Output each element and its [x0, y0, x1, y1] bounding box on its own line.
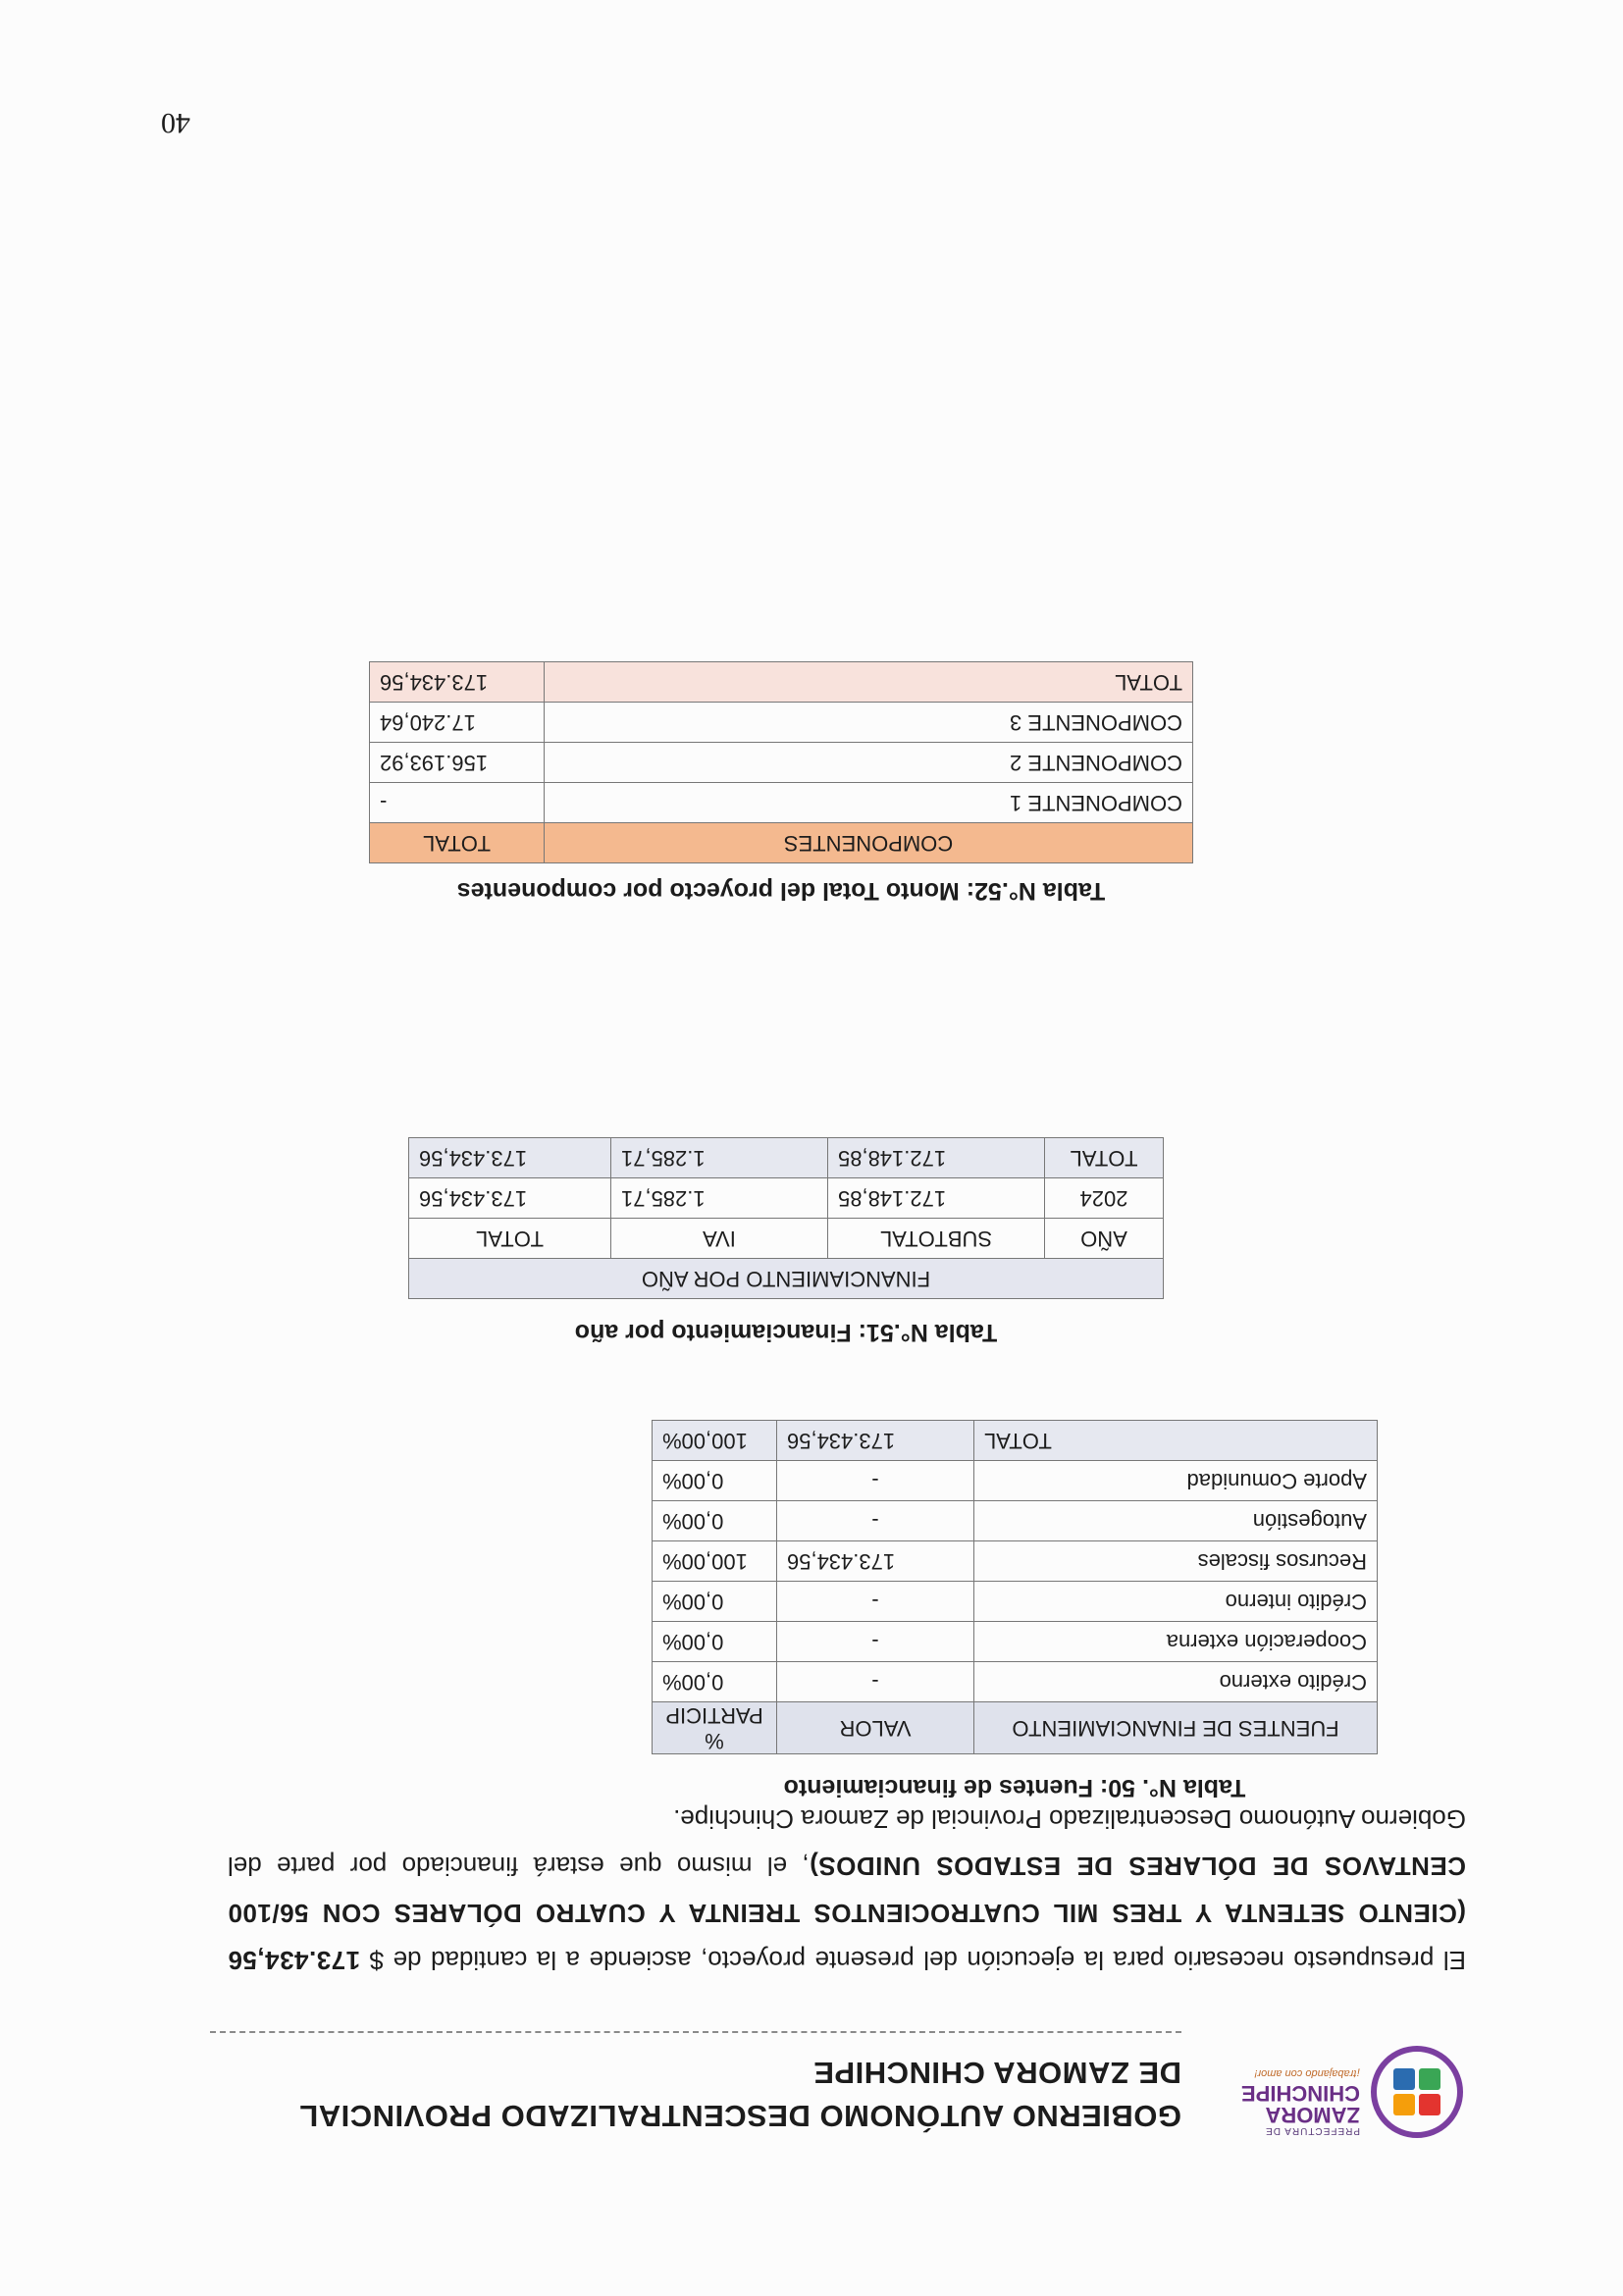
table-row [653, 1541, 1378, 1582]
cell: TOTAL [545, 662, 1193, 703]
financing-by-year-table [408, 1137, 1164, 1299]
brand-name-2: CHINCHIPE [1240, 2081, 1360, 2106]
table-row [370, 783, 1193, 823]
col-header-value: VALOR [777, 1702, 974, 1754]
cell: 2024 [1045, 1178, 1164, 1219]
budget-paragraph [228, 1796, 1466, 1984]
cell: 173.434,56 [370, 662, 545, 703]
table-title-row [409, 1259, 1164, 1299]
components-total-table [369, 661, 1193, 863]
table-row [409, 1178, 1164, 1219]
cell: 0,00% [653, 1501, 777, 1541]
budget-text-1: El presupuesto necesario para la ejecución del presente proyecto, asciende a la cantidad de $ [360, 1946, 1466, 1975]
cell: - [777, 1622, 974, 1662]
cell: 173.434,56 [777, 1541, 974, 1582]
table50-caption: Tabla N°. 50: Fuentes de financiamiento [783, 1774, 1246, 1801]
col-header-total: TOTAL [370, 823, 545, 863]
col-header-total: TOTAL [409, 1219, 611, 1259]
cell: 17.240,64 [370, 703, 545, 743]
budget-amount-text: 173.434,56 (CIENTO SETENTA Y TRES MIL CUATROCIENTOS TREINTA Y CUATRO DÓLARES CON 56/100 CENTAVOS DE DÓLARES DE ESTADOS UNIDOS) [228, 1852, 1466, 1975]
cell: Cooperación externa [974, 1622, 1378, 1662]
table-title: FINANCIAMIENTO POR AÑO [409, 1259, 1164, 1299]
cell: Aporte Comunidad [974, 1461, 1378, 1501]
cell: 172.148,85 [828, 1178, 1045, 1219]
col-header-year: AÑO [1045, 1219, 1164, 1259]
col-header-components: COMPONENTES [545, 823, 1193, 863]
cell: 1.285,71 [611, 1138, 828, 1178]
cell: TOTAL [974, 1421, 1378, 1461]
table-row [653, 1501, 1378, 1541]
cell: 0,00% [653, 1662, 777, 1702]
cell: 156.193,92 [370, 743, 545, 783]
cell: TOTAL [1045, 1138, 1164, 1178]
cell: COMPONENTE 3 [545, 703, 1193, 743]
table-row [370, 703, 1193, 743]
cell: Recursos fiscales [974, 1541, 1378, 1582]
cell: 173.434,56 [777, 1421, 974, 1461]
cell: 0,00% [653, 1582, 777, 1622]
table-total-row [370, 662, 1193, 703]
col-header-iva: IVA [611, 1219, 828, 1259]
cell: - [777, 1501, 974, 1541]
cell: 1.285,71 [611, 1178, 828, 1219]
cell: - [777, 1662, 974, 1702]
table-total-row [409, 1138, 1164, 1178]
brand-tagline: ¡trabajando con amor! [1254, 2067, 1360, 2079]
table-header-row [409, 1219, 1164, 1259]
table-header-row [370, 823, 1193, 863]
table-row [653, 1622, 1378, 1662]
page-number: 40 [161, 107, 190, 139]
cell: - [777, 1461, 974, 1501]
prefecture-brand [1213, 2067, 1360, 2135]
cell: 100,00% [653, 1421, 777, 1461]
prefecture-logo-icon [1368, 2043, 1466, 2141]
header-divider [210, 2031, 1181, 2033]
cell: COMPONENTE 2 [545, 743, 1193, 783]
cell: - [370, 783, 545, 823]
cell: - [777, 1582, 974, 1622]
cell: Crédito interno [974, 1582, 1378, 1622]
cell: 173.434,56 [409, 1178, 611, 1219]
col-header-sources: FUENTES DE FINANCIAMIENTO [974, 1702, 1378, 1754]
budget-text-2: , el mismo que estará financiado por parte del Gobierno Autónomo Descentralizado Provincial de Zamora Chinchipe. [228, 1804, 1466, 1881]
brand-small-text: PREFECTURA DE [1265, 2125, 1360, 2136]
government-title-line2: DE ZAMORA CHINCHIPE [812, 2056, 1181, 2090]
table51-caption: Tabla N°.51: Financiamiento por año [574, 1319, 998, 1346]
page-header [210, 2011, 1466, 2149]
cell: Autogestión [974, 1501, 1378, 1541]
col-header-percent: % PARTICIP [653, 1702, 777, 1754]
brand-name-1: ZAMORA [1265, 2103, 1360, 2127]
table-row [370, 743, 1193, 783]
table-row [653, 1461, 1378, 1501]
government-title [200, 2051, 1181, 2137]
table-total-row [653, 1421, 1378, 1461]
table-row [653, 1582, 1378, 1622]
cell: 0,00% [653, 1461, 777, 1501]
cell: 173.434,56 [409, 1138, 611, 1178]
government-title-line1: GOBIERNO AUTÓNOMO DESCENTRALIZADO PROVINCIAL [298, 2099, 1181, 2133]
cell: COMPONENTE 1 [545, 783, 1193, 823]
table52-caption: Tabla N°.52: Monto Total del proyecto por componentes [456, 877, 1106, 905]
cell: 0,00% [653, 1622, 777, 1662]
col-header-subtotal: SUBTOTAL [828, 1219, 1045, 1259]
cell: 100,00% [653, 1541, 777, 1582]
table-row [653, 1662, 1378, 1702]
table-header-row [653, 1702, 1378, 1754]
cell: 172.148,85 [828, 1138, 1045, 1178]
cell: Crédito externo [974, 1662, 1378, 1702]
funding-sources-table [652, 1420, 1378, 1754]
